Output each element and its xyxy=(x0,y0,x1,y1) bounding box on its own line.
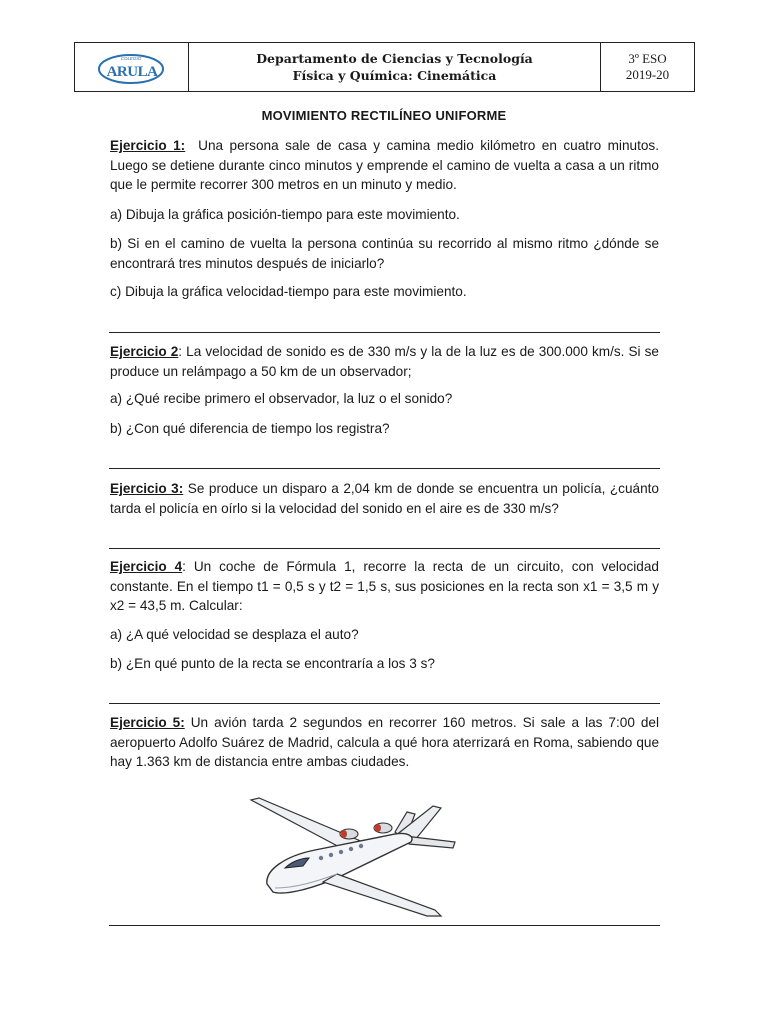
divider-1 xyxy=(109,332,660,333)
course-label: 3º ESO xyxy=(628,51,667,66)
school-logo-icon xyxy=(97,51,165,85)
ex5-text: Un avión tarda 2 segundos en recorrer 160 metros. Si sale a las 7:00 del aeropuerto Adolfo Suárez de Madrid, calcula a qué hora aterrizará en Roma, sabiendo que hay 1.363 km de distancia entre ambas ciudades. xyxy=(110,715,659,769)
header-table xyxy=(74,42,695,92)
ex2-statement xyxy=(110,342,659,381)
logo-small-text: COLEGIO xyxy=(120,56,142,61)
ex4-label: Ejercicio 4 xyxy=(110,559,183,574)
ex5-statement xyxy=(110,713,659,772)
ex3-text: Se produce un disparo a 2,04 km de donde se encuentra un policía, ¿cuánto tarda el policía en oírlo si la velocidad del sonido en el aire es de 330 m/s? xyxy=(110,481,659,516)
ex3-statement xyxy=(110,479,659,518)
divider-4 xyxy=(109,703,660,704)
ex4-text: : Un coche de Fórmula 1, recorre la recta de un circuito, con velocidad constante. En el tiempo t1 = 0,5 s y t2 = 1,5 s, sus posiciones en la recta son x1 = 3,5 m y x2 = 43,5 m. Calcular: xyxy=(110,559,659,613)
page-title: MOVIMIENTO RECTILÍNEO UNIFORME xyxy=(261,108,507,123)
department-title: Departamento de Ciencias y Tecnología xyxy=(256,51,533,66)
ex1-statement xyxy=(110,136,659,195)
ex1-b: b) Si en el camino de vuelta la persona continúa su recorrido al mismo ritmo ¿dónde se encontrará tres minutos después de iniciarlo? xyxy=(110,236,659,271)
divider-5 xyxy=(109,925,660,926)
ex1-label: Ejercicio 1: xyxy=(110,138,186,153)
year-label: 2019-20 xyxy=(625,67,670,82)
ex4-b: b) ¿En qué punto de la recta se encontraría a los 3 s? xyxy=(110,656,435,671)
ex2-a: a) ¿Qué recibe primero el observador, la luz o el sonido? xyxy=(110,391,453,406)
ex4-statement xyxy=(110,557,659,616)
subject-title: Física y Química: Cinemática xyxy=(292,68,497,83)
ex1-a: a) Dibuja la gráfica posición-tiempo para este movimiento. xyxy=(110,207,460,222)
divider-3 xyxy=(109,548,660,549)
ex4-a: a) ¿A qué velocidad se desplaza el auto? xyxy=(110,627,359,642)
ex2-label: Ejercicio 2 xyxy=(110,344,179,359)
header-center xyxy=(189,43,601,91)
ex5-label: Ejercicio 5: xyxy=(110,715,185,730)
ex1-c: c) Dibuja la gráfica velocidad-tiempo para este movimiento. xyxy=(110,284,467,299)
airplane-illustration xyxy=(245,792,465,920)
logo-text: ARULA xyxy=(106,64,158,80)
ex2-text: : La velocidad de sonido es de 330 m/s y la de la luz es de 300.000 km/s. Si se produce un relámpago a 50 km de un observador; xyxy=(110,344,659,379)
logo-cell xyxy=(75,43,189,91)
header-right xyxy=(601,43,694,91)
divider-2 xyxy=(109,468,660,469)
ex3-label: Ejercicio 3: xyxy=(110,481,184,496)
ex2-b: b) ¿Con qué diferencia de tiempo los registra? xyxy=(110,421,390,436)
ex1-text: Una persona sale de casa y camina medio kilómetro en cuatro minutos. Luego se detiene durante cinco minutos y emprende el camino de vuelta a casa a un ritmo que le permite recorrer 300 metros en un minuto y medio. xyxy=(110,138,659,192)
